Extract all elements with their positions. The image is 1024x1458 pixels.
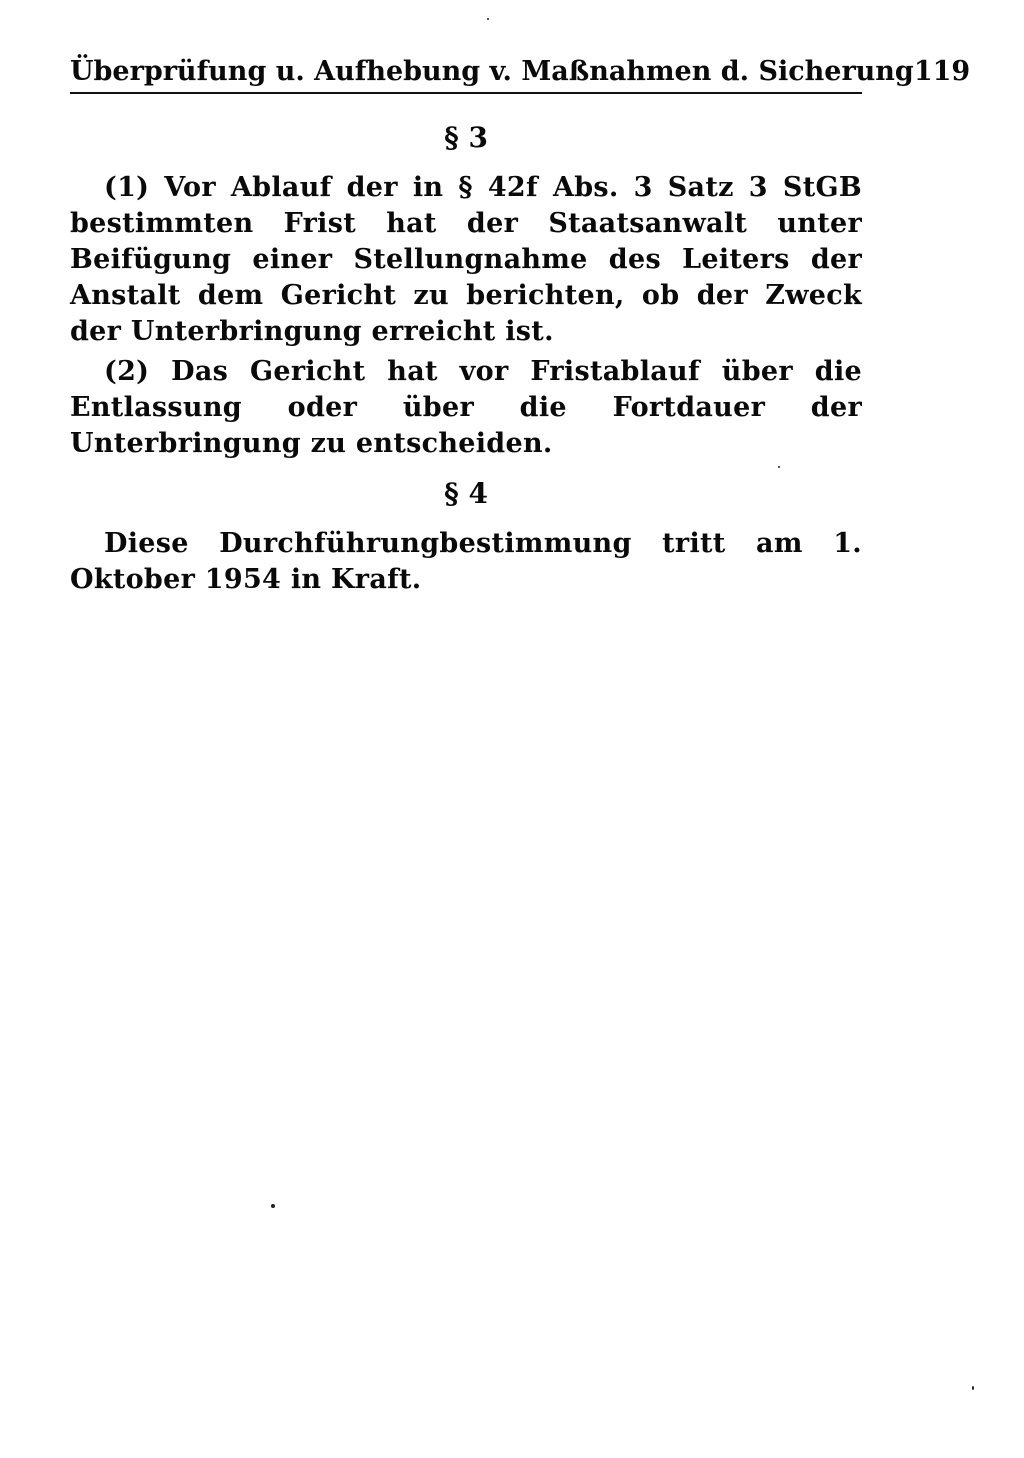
scan-speck [487,18,489,20]
scan-speck [778,466,780,468]
paragraph-1: (1) Vor Ablauf der in § 42f Abs. 3 Satz 3 StGB bestimmten Frist hat der Staatsanwalt unter Beifügung einer Stellungnahme des Leiters der Anstalt dem Gericht zu berichten, ob der Zweck der Unterbringung erreicht ist. [70,172,862,347]
running-title: Überprüfung u. Aufhebung v. Maßnahmen d. Sicherung [70,56,914,87]
section-heading: § 4 [444,477,488,510]
header-rule [70,92,862,94]
paragraph-effective-date: Diese Durchführungbestimmung tritt am 1. Oktober 1954 in Kraft. [70,528,862,595]
scan-speck [271,1204,275,1208]
scan-speck [972,1386,974,1390]
section-heading: § 3 [444,121,488,154]
page-number: 119 [913,56,971,87]
document-page [70,52,971,602]
section-3 [70,120,862,462]
running-header [70,52,971,92]
paragraph-2: (2) Das Gericht hat vor Fristablauf über die Entlassung oder über die Fortdauer der Unterbringung zu entscheiden. [70,356,862,459]
section-4 [70,476,862,598]
